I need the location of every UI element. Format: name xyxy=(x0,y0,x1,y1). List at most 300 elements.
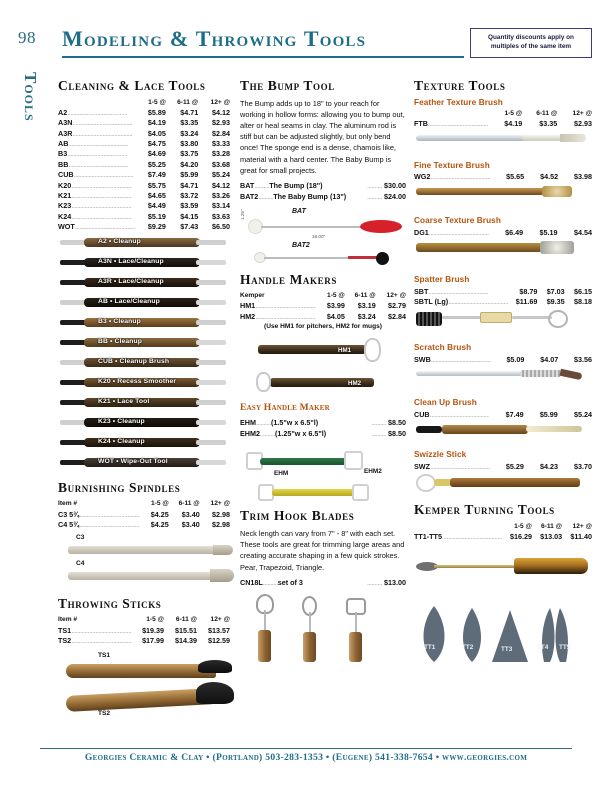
tool-label: K24 • Cleanup xyxy=(98,438,145,446)
trim-hook-images xyxy=(240,594,406,666)
price-tier3: $3.28 xyxy=(212,149,230,159)
price-header-item: Kemper xyxy=(240,292,265,300)
blade-shapes-svg xyxy=(414,604,592,666)
price-header-tier2: 6-11 @ xyxy=(175,616,198,624)
price-row xyxy=(58,107,230,117)
price-header-row xyxy=(58,98,230,107)
footer-divider xyxy=(40,748,572,749)
blade-label-tt5: TT5 xyxy=(559,643,571,651)
blade-label-tt3: TT3 xyxy=(501,645,513,653)
price-header-tier2: 6-11 @ xyxy=(540,522,563,530)
price-row xyxy=(58,221,230,231)
price-header-item: Item # xyxy=(58,500,78,508)
page-title: Modeling & Throwing Tools xyxy=(62,26,367,51)
price-tier3: $12.59 xyxy=(208,635,230,645)
texture-group xyxy=(414,398,592,440)
price-row xyxy=(58,138,230,148)
price-tier1: $5.89 xyxy=(147,107,166,117)
tool-tip-right xyxy=(196,380,226,385)
price-tier2: $4.20 xyxy=(180,159,199,169)
kemper-price-table xyxy=(414,522,592,542)
tool-image-row xyxy=(58,293,230,312)
tool-tip-right xyxy=(196,460,226,465)
tool-tip-right xyxy=(196,240,226,245)
price-tier3: $3.63 xyxy=(212,211,230,221)
price-row-item: K20........................................ xyxy=(58,180,132,190)
price-row xyxy=(240,301,406,311)
handle-makers-price-table xyxy=(240,292,406,322)
price-tier3: $3.26 xyxy=(212,190,230,200)
middle-column xyxy=(240,78,406,666)
bump-dim-width: 1.25" xyxy=(240,208,245,220)
tool-tip-right xyxy=(196,300,226,305)
texture-brush-image xyxy=(414,423,592,441)
title-divider xyxy=(62,56,464,58)
handle-maker-image-hm1 xyxy=(240,333,406,367)
tool-tip-right xyxy=(196,360,226,365)
price-tier3: $2.79 xyxy=(388,301,406,311)
price-row xyxy=(58,180,230,190)
price-header-tier3: 12+ @ xyxy=(572,109,592,117)
tool-tip-right xyxy=(196,260,226,265)
price-tier3: $3.98 xyxy=(574,172,592,182)
tool-image-row xyxy=(58,453,230,472)
price-tier2: $3.72 xyxy=(180,190,199,200)
tool-image-row xyxy=(58,433,230,452)
price-header-tier1: 1-5 @ xyxy=(150,500,169,508)
price-tier2: $3.40 xyxy=(181,519,200,529)
price-tier2: $3.24 xyxy=(357,311,376,321)
price-header-tier2: 6-11 @ xyxy=(177,98,199,106)
texture-brush-image xyxy=(414,185,592,207)
price-row-item: CUB........................................ xyxy=(414,410,490,420)
easy-handle-label-ehm2: EHM2 xyxy=(364,468,382,476)
price-tier1: $4.19 xyxy=(147,118,166,128)
easy-handle-maker-heading: Easy Handle Maker xyxy=(240,402,330,414)
tool-image-row xyxy=(58,273,230,292)
price-tier3: $2.98 xyxy=(212,519,230,529)
throwing-stick-label-ts1: TS1 xyxy=(98,651,111,659)
price-tier3: $8.18 xyxy=(574,297,592,307)
price-tier3: $4.12 xyxy=(212,180,230,190)
price-tier3: $6.15 xyxy=(574,287,592,296)
price-tier2: $7.43 xyxy=(180,222,199,231)
left-column xyxy=(58,78,230,730)
price-row-item: BB........................................ xyxy=(58,159,129,169)
texture-group-price-table xyxy=(414,286,592,307)
bump-label-bat: BAT xyxy=(292,207,306,215)
tool-tip-right xyxy=(196,400,226,405)
price-row xyxy=(414,227,592,237)
price-row-item: B3........................................ xyxy=(58,149,128,159)
tool-label: AB • Lace/Cleanup xyxy=(98,298,160,306)
price-row-item: A2........................................ xyxy=(58,107,128,117)
cleaning-lace-price-table xyxy=(58,98,230,232)
handle-maker-label-hm2: HM2 xyxy=(348,379,362,387)
price-tier1: $5.75 xyxy=(147,180,166,190)
price-tier3: $2.93 xyxy=(212,118,230,128)
price-tier3: $6.50 xyxy=(212,222,230,231)
texture-tools-heading: Texture Tools xyxy=(414,78,506,93)
quantity-discount-notice xyxy=(470,28,592,58)
texture-group-price-table xyxy=(414,461,592,471)
texture-group-name: Swizzle Stick xyxy=(414,449,467,459)
trim-hook-description: Neck length can vary from 7" - 8" with each set. These tools are great for trimming large areas and creating accurate shaping in a few quick strokes. Pear, Trapezoid, Triangle. xyxy=(240,529,405,572)
price-row xyxy=(414,354,592,364)
burnishing-price-table xyxy=(58,500,230,530)
price-row-item: TT1-TT5........................................ xyxy=(414,532,502,542)
price-tier2: $3.24 xyxy=(180,128,199,138)
tool-label: WOT • Wipe-Out Tool xyxy=(98,458,168,466)
tool-image-row xyxy=(58,353,230,372)
price-tier2: $4.07 xyxy=(540,354,559,364)
price-row-item: HM1........................................ xyxy=(240,301,316,311)
price-tier2: $13.03 xyxy=(540,532,563,542)
price-row-item: HM2........................................ xyxy=(240,311,316,321)
price-row xyxy=(414,531,592,541)
texture-brush-image xyxy=(414,474,592,496)
price-row xyxy=(240,311,406,321)
tool-image-row xyxy=(58,393,230,412)
tool-label: A2 • Cleanup xyxy=(98,238,141,246)
bump-tool-images xyxy=(240,206,406,268)
texture-group-name: Spatter Brush xyxy=(414,275,470,285)
price-row-item: K21........................................ xyxy=(58,190,132,200)
price-value: .......... $8.50 xyxy=(371,428,406,438)
throwing-stick-images xyxy=(58,652,230,730)
price-header-row xyxy=(414,522,592,531)
price-row xyxy=(240,191,406,201)
price-header-item xyxy=(58,98,135,107)
throwing-sticks-heading: Throwing Sticks xyxy=(58,595,162,611)
price-row xyxy=(58,169,230,179)
price-row-item: SWZ........................................ xyxy=(414,461,490,471)
price-row xyxy=(58,190,230,200)
bump-tool-price-table xyxy=(240,181,406,202)
price-row-item: EHM..........(1.5"w x 6.5"l) xyxy=(240,418,319,428)
burnishing-spindles-heading: Burnishing Spindles xyxy=(58,479,181,495)
price-row xyxy=(240,181,406,191)
price-tier1: $7.49 xyxy=(147,170,166,180)
trim-hook-price-table xyxy=(240,578,406,588)
texture-group xyxy=(414,343,592,389)
texture-group xyxy=(414,450,592,496)
price-tier3: $2.84 xyxy=(388,311,406,321)
price-tier2: $14.39 xyxy=(175,635,198,645)
price-tier3: $13.57 xyxy=(208,625,230,635)
right-column xyxy=(414,78,592,666)
price-header-tier1: 1-5 @ xyxy=(504,109,523,117)
tool-tip-right xyxy=(196,440,226,445)
price-header-tier1: 1-5 @ xyxy=(148,98,166,106)
tool-label: A3N • Lace/Cleanup xyxy=(98,258,164,266)
texture-group-price-table xyxy=(414,109,592,129)
price-row-item: TS1........................................ xyxy=(58,625,132,635)
tool-image-row xyxy=(58,233,230,252)
spindle-label-c3: C3 xyxy=(76,533,85,541)
tool-image-row xyxy=(58,413,230,432)
tool-label: A3R • Lace/Cleanup xyxy=(98,278,164,286)
price-tier1: $5.29 xyxy=(505,461,524,471)
price-row xyxy=(414,297,592,307)
price-row xyxy=(414,172,592,182)
price-tier2: $3.80 xyxy=(180,139,199,148)
easy-handle-image-ehm2 xyxy=(240,482,406,506)
price-tier3: $3.56 xyxy=(574,354,592,364)
price-header-item: Item # xyxy=(58,616,78,624)
price-value: .......... $13.00 xyxy=(367,578,406,588)
price-tier3: $2.84 xyxy=(212,128,230,138)
price-row xyxy=(58,635,230,645)
price-row xyxy=(58,509,230,519)
price-tier1: $4.75 xyxy=(147,139,166,148)
price-tier2: $3.19 xyxy=(357,301,376,311)
easy-handle-price-table xyxy=(240,417,406,438)
price-row-item: C4 5¾........................................ xyxy=(58,519,140,529)
quantity-discount-text: Quantity discounts apply on multiples of the same item xyxy=(488,34,574,50)
price-row-item: CN18L..........set of 3 xyxy=(240,578,303,588)
price-header-tier1: 1-5 @ xyxy=(146,616,165,624)
price-tier1: $8.79 xyxy=(519,287,538,296)
price-header-row xyxy=(58,500,230,509)
kemper-turning-tool-image xyxy=(414,546,592,598)
price-header-item xyxy=(414,109,488,118)
price-tier2: $3.35 xyxy=(180,118,199,128)
price-tier2: $3.75 xyxy=(180,149,199,159)
price-row xyxy=(58,201,230,211)
footer-contact: Georgies Ceramic & Clay • (Portland) 503-283-1353 • (Eugene) 541-338-7654 • www.georgies.com xyxy=(84,752,528,763)
price-tier1: $4.25 xyxy=(150,509,169,519)
price-row-item: CUB........................................ xyxy=(58,170,134,180)
price-header-tier3: 12+ @ xyxy=(386,292,406,300)
section-side-tab: Tools xyxy=(21,72,40,122)
price-header-tier1: 1-5 @ xyxy=(514,522,532,530)
price-tier1: $11.69 xyxy=(515,297,538,307)
price-tier1: $4.69 xyxy=(147,149,166,159)
price-tier3: $4.12 xyxy=(212,107,230,117)
price-row-item: BAT..........The Bump (18") xyxy=(240,181,323,191)
price-row xyxy=(58,118,230,128)
price-tier1: $4.05 xyxy=(147,128,166,138)
price-tier2: $5.99 xyxy=(539,410,558,420)
bump-tool-heading: The Bump Tool xyxy=(240,78,335,93)
price-tier1: $4.49 xyxy=(147,201,166,211)
texture-tools-groups xyxy=(414,98,592,496)
texture-brush-image xyxy=(414,240,592,266)
price-row xyxy=(58,128,230,138)
price-header-row xyxy=(58,616,230,625)
price-row xyxy=(58,625,230,635)
tool-label: CUB • Cleanup Brush xyxy=(98,358,170,366)
price-tier2: $3.59 xyxy=(180,201,199,211)
texture-group-price-table xyxy=(414,172,592,182)
price-tier1: $5.25 xyxy=(147,159,166,169)
cleaning-tool-images xyxy=(58,233,230,472)
price-tier1: $17.99 xyxy=(142,635,165,645)
tool-label: K21 • Lace Tool xyxy=(98,398,150,406)
texture-group-name: Scratch Brush xyxy=(414,343,472,353)
price-row xyxy=(58,149,230,159)
price-tier3: $3.33 xyxy=(212,139,230,148)
price-row xyxy=(58,159,230,169)
price-tier3: $2.98 xyxy=(212,509,230,519)
texture-group-price-table xyxy=(414,227,592,237)
blade-label-tt2: TT2 xyxy=(462,643,474,651)
price-tier3: $3.68 xyxy=(212,159,230,169)
easy-handle-images xyxy=(240,442,406,482)
price-row-item: WOT........................................ xyxy=(58,222,135,231)
texture-group-price-table xyxy=(414,354,592,364)
price-tier2: $7.03 xyxy=(546,287,565,296)
price-row xyxy=(414,286,592,296)
price-tier1: $4.65 xyxy=(147,190,166,200)
bump-dim-length: 18.00" xyxy=(312,233,326,239)
price-header-tier3: 12+ @ xyxy=(210,500,230,508)
texture-group xyxy=(414,275,592,334)
tool-tip-right xyxy=(196,340,226,345)
price-tier1: $4.19 xyxy=(504,118,523,128)
price-tier1: $19.39 xyxy=(142,625,165,635)
price-tier2: $15.51 xyxy=(175,625,198,635)
price-header-tier2: 6-11 @ xyxy=(178,500,200,508)
price-tier1: $16.29 xyxy=(509,532,532,542)
price-tier1: $4.05 xyxy=(326,311,345,321)
texture-group-price-table xyxy=(414,409,592,419)
tool-label: K23 • Cleanup xyxy=(98,418,145,426)
page-number: 98 xyxy=(18,28,36,47)
price-tier3: $5.24 xyxy=(212,170,230,180)
price-header-tier3: 12+ @ xyxy=(210,616,230,624)
price-value: .......... $30.00 xyxy=(367,181,406,191)
price-header-tier3: 12+ @ xyxy=(210,98,230,106)
price-row-item: C3 5¾........................................ xyxy=(58,509,140,519)
price-row-item: AB........................................ xyxy=(58,139,129,148)
throwing-sticks-price-table xyxy=(58,616,230,646)
handle-makers-note: (Use HM1 for pitchers, HM2 for mugs) xyxy=(264,323,382,331)
burnishing-spindle-images xyxy=(58,534,230,594)
price-tier1: $9.29 xyxy=(147,222,166,231)
price-header-tier3: 12+ @ xyxy=(572,522,592,530)
price-row-item: EHM2..........(1.25"w x 6.5"l) xyxy=(240,428,327,438)
easy-handle-label-ehm: EHM xyxy=(274,470,289,478)
price-row-item: A3N........................................ xyxy=(58,118,133,128)
price-tier2: $4.71 xyxy=(180,107,199,117)
tool-image-row xyxy=(58,333,230,352)
price-row xyxy=(414,118,592,128)
texture-brush-image xyxy=(414,310,592,334)
tool-image-row xyxy=(58,253,230,272)
price-tier1: $5.09 xyxy=(506,354,525,364)
price-tier1: $3.99 xyxy=(326,301,345,311)
handle-maker-image-hm2 xyxy=(240,370,406,400)
tool-image-row xyxy=(58,313,230,332)
price-tier3: $3.70 xyxy=(574,461,592,471)
price-tier2: $4.71 xyxy=(180,180,199,190)
price-row xyxy=(58,519,230,529)
tool-tip-right xyxy=(196,420,226,425)
cleaning-lace-tools-heading: Cleaning & Lace Tools xyxy=(58,78,206,93)
price-row-item: TS2........................................ xyxy=(58,635,132,645)
price-row xyxy=(414,409,592,419)
price-tier3: $3.14 xyxy=(212,201,230,211)
price-row xyxy=(58,211,230,221)
throwing-stick-label-ts2: TS2 xyxy=(98,709,111,717)
trim-hook-blades-heading: Trim Hook Blades xyxy=(240,508,355,524)
price-tier2: $4.15 xyxy=(180,211,199,221)
texture-group-name: Clean Up Brush xyxy=(414,398,477,408)
price-tier2: $3.35 xyxy=(539,118,558,128)
tool-image-row xyxy=(58,373,230,392)
texture-brush-image xyxy=(414,367,592,389)
price-row-item: BAT2..........The Baby Bump (13") xyxy=(240,191,347,201)
price-tier3: $4.54 xyxy=(574,227,592,237)
texture-brush-image xyxy=(414,132,592,152)
price-tier1: $7.49 xyxy=(505,410,524,420)
tool-tip-right xyxy=(196,280,226,285)
texture-group xyxy=(414,161,592,207)
price-row-item: SBTL (Lg)........................................ xyxy=(414,297,509,307)
price-header-row xyxy=(240,292,406,301)
tool-tip-right xyxy=(196,320,226,325)
tool-label: K20 • Recess Smoother xyxy=(98,378,177,386)
price-row-item: A3R........................................ xyxy=(58,128,133,138)
texture-group xyxy=(414,98,592,152)
spindle-label-c4: C4 xyxy=(76,559,85,567)
price-row-item: DG1........................................ xyxy=(414,227,489,237)
price-row-item: SBT........................................ xyxy=(414,287,489,296)
price-header-tier2: 6-11 @ xyxy=(354,292,376,300)
price-tier1: $5.19 xyxy=(147,211,166,221)
kemper-blade-shapes xyxy=(414,604,592,666)
price-tier2: $4.52 xyxy=(540,172,559,182)
price-tier3: $11.40 xyxy=(570,532,592,542)
tool-label: B3 • Cleanup xyxy=(98,318,141,326)
price-tier1: $6.49 xyxy=(505,227,524,237)
price-row-item: FTB........................................ xyxy=(414,118,488,128)
handle-makers-heading: Handle Makers xyxy=(240,271,337,287)
price-row-item: K23........................................ xyxy=(58,201,132,211)
price-row xyxy=(240,428,406,438)
price-tier2: $5.19 xyxy=(539,227,558,237)
bump-label-bat2: BAT2 xyxy=(292,241,310,249)
price-tier2: $5.99 xyxy=(180,170,199,180)
price-row-item: SWB........................................ xyxy=(414,354,491,364)
handle-maker-label-hm1: HM1 xyxy=(338,346,352,354)
bump-tool-description: The Bump adds up to 18" to your reach for working in hollow forms: allowing you to bump out, alter or heal seams in clay. The aluminum rod is stiff but can be adjusted slightly, but only bend once! The sponge end is a dense, chamois like, material with a hard center. The Baby Bump is great for small projects. xyxy=(240,99,405,175)
price-header-item xyxy=(414,522,502,531)
price-value: .......... $8.50 xyxy=(371,418,406,428)
price-header-row xyxy=(414,109,592,118)
texture-group-name: Feather Texture Brush xyxy=(414,98,503,107)
texture-group xyxy=(414,216,592,266)
tool-label: BB • Cleanup xyxy=(98,338,142,346)
price-tier2: $9.35 xyxy=(546,297,565,307)
texture-group-name: Fine Texture Brush xyxy=(414,160,490,170)
price-tier1: $5.65 xyxy=(506,172,525,182)
price-header-tier1: 1-5 @ xyxy=(327,292,345,300)
blade-label-tt1: TT1 xyxy=(424,643,436,651)
price-row-item: K24........................................ xyxy=(58,211,132,221)
texture-group-name: Coarse Texture Brush xyxy=(414,215,501,225)
price-tier1: $4.25 xyxy=(150,519,169,529)
price-tier3: $2.93 xyxy=(574,118,592,128)
price-row-item: WG2........................................ xyxy=(414,172,491,182)
price-tier2: $3.40 xyxy=(181,509,200,519)
price-value: .......... $24.00 xyxy=(367,191,406,201)
blade-label-tt4: TT4 xyxy=(537,643,549,651)
price-header-tier2: 6-11 @ xyxy=(536,109,558,117)
price-row xyxy=(414,461,592,471)
